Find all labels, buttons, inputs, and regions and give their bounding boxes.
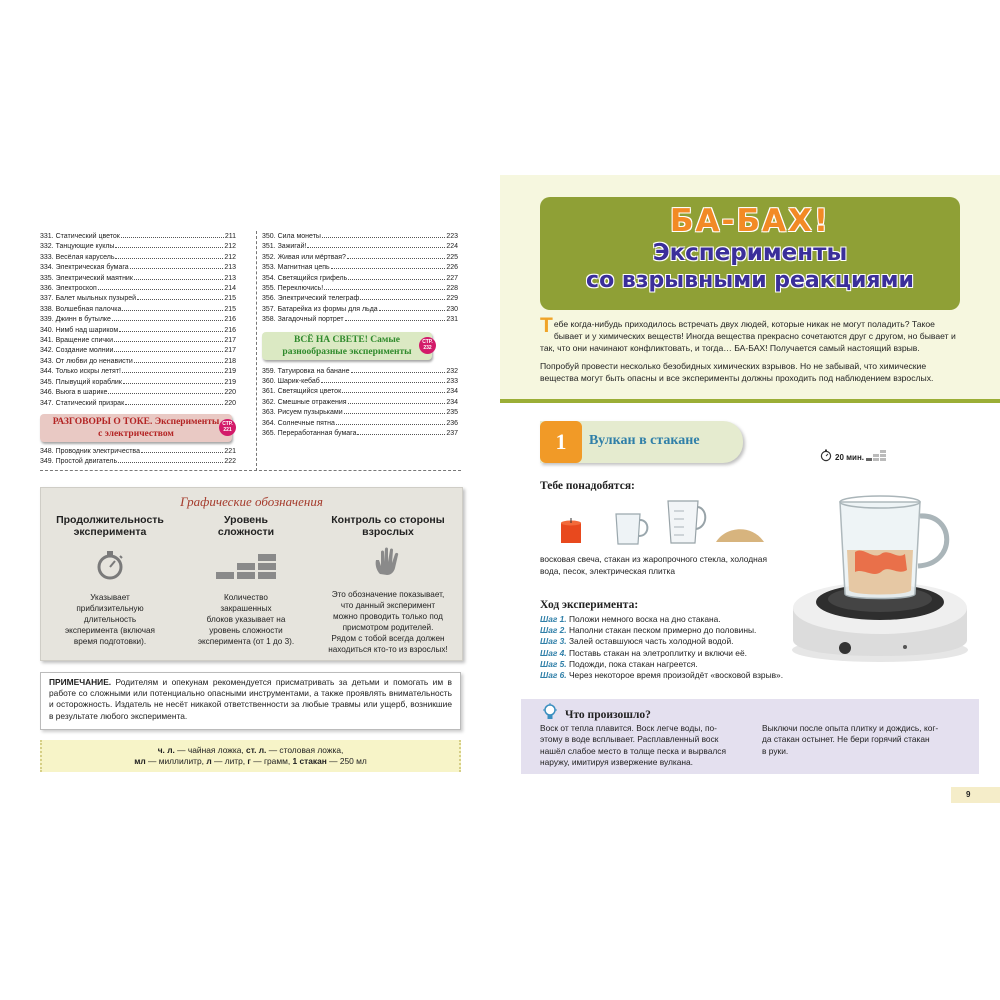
legend-duration-heading-2: эксперимента [73, 526, 147, 538]
toc-leader-dots [345, 320, 446, 321]
procedure-step [540, 659, 783, 670]
toc-entry-page: 237 [446, 430, 458, 438]
legend-difficulty-text: Количество [224, 593, 268, 602]
toc-entry-page: 220 [224, 399, 236, 407]
toc-leader-dots [119, 331, 223, 332]
legend-adult-text: что данный эксперимент [340, 601, 436, 610]
clock-icon [820, 449, 832, 462]
toc-entry-title: 344. Только искры летят! [40, 368, 121, 376]
toc-entry[interactable] [262, 263, 458, 273]
what-happened-line: Воск от тепла плавится. Воск легче воды, по- [540, 723, 717, 733]
stopwatch-icon [93, 548, 127, 582]
toc-entry[interactable] [40, 294, 236, 304]
section-tag-line1: ВСЁ НА СВЕТЕ! Самые [294, 334, 400, 345]
legend-title: Графические обозначения [180, 494, 323, 509]
toc-leader-dots [108, 393, 223, 394]
toc-entry-page: 217 [224, 337, 236, 345]
toc-leader-dots [98, 289, 224, 290]
step-text: Залей оставшуюся часть холодной водой. [566, 636, 734, 647]
toc-entry-page: 219 [224, 368, 236, 376]
toc-entry-page: 226 [446, 264, 458, 272]
step-label: Шаг 4. [540, 647, 567, 658]
note-text: Родителям и опекунам рекомендуется присматривать за детьми и помогать им в работе со сложными или потенциально опасными инструментами, а также проявлять внимательность и осторожность. Издатель не несёт никакой ответственности за любые травмы или ущерб, возникшие в результате любого эксперимента. [49, 677, 452, 721]
header-band-underline [500, 399, 1000, 403]
candle-icon [558, 515, 584, 545]
toc-leader-dots [342, 392, 445, 393]
safety-line: да стакан остынет. Не бери горячий стакан [762, 734, 930, 745]
intro-paragraph-2: Попробуй провести несколько безобидных химических взрывов. Но не забывай, что химические вещества могут быть опасны и все эксперименты должны проходить под наблюдением взрослых. [540, 361, 934, 383]
toc-entry[interactable] [40, 242, 236, 252]
toc-entry-title: 348. Проводник электричества [40, 447, 140, 455]
procedure-step [540, 625, 783, 636]
hand-icon [371, 544, 405, 580]
toc-leader-dots [137, 299, 223, 300]
step-label: Шаг 2. [540, 625, 567, 636]
toc-entry-title: 340. Нимб над шариком [40, 326, 119, 334]
toc-leader-dots [112, 320, 223, 321]
toc-entry[interactable] [40, 447, 236, 457]
toc-entry-page: 223 [446, 233, 458, 240]
chapter-title-line2: Эксперименты [652, 240, 848, 266]
toc-entry[interactable] [262, 387, 458, 397]
toc-entry-title: 363. Рисуем пузырьками [262, 409, 343, 417]
toc-entry[interactable] [262, 305, 458, 315]
toc-leader-dots [122, 310, 223, 311]
note-box [40, 672, 461, 730]
toc-entry[interactable] [262, 419, 458, 429]
experiment-heading [540, 421, 743, 463]
toc-leader-dots [118, 462, 223, 463]
lightbulb-icon [542, 703, 558, 723]
legend-adult-text: Это обозначение показывает, [331, 590, 445, 599]
legend-duration [45, 514, 175, 647]
procedure-step [540, 614, 783, 625]
toc-entry[interactable] [262, 242, 458, 252]
safety-line: в руки. [762, 745, 789, 756]
units-line-1: ч. л. — чайная ложка, ст. л. — столовая ложка, [157, 745, 344, 755]
page-number: 9 [951, 787, 1000, 803]
toc-entry[interactable] [262, 315, 458, 325]
section-tag-everything[interactable] [262, 332, 432, 360]
section-tag-line2: с электричеством [98, 428, 174, 439]
toc-entry-title: 357. Батарейка из формы для льда [262, 305, 378, 313]
toc-entry-title: 360. Шарик-кебаб [262, 378, 320, 386]
procedure-steps [540, 614, 783, 681]
toc-entry[interactable] [262, 377, 458, 387]
note-label: ПРИМЕЧАНИЕ. [49, 677, 112, 687]
toc-entry-page: 211 [224, 233, 236, 240]
toc-entry-page: 227 [446, 274, 458, 282]
legend-box [40, 487, 463, 661]
legend-adult-text: Рядом с тобой всегда должен [331, 634, 445, 643]
toc-leader-dots [121, 237, 224, 238]
what-happened-heading: Что произошло? [565, 709, 651, 721]
step-text: Наполни стакан песком примерно до половины. [566, 625, 757, 636]
toc-entry-page: 213 [224, 264, 236, 272]
toc-leader-dots [125, 404, 223, 405]
toc-entry[interactable] [40, 263, 236, 273]
units-box [40, 740, 461, 772]
toc-leader-dots [322, 237, 445, 238]
toc-leader-dots [114, 341, 223, 342]
toc-leader-dots [336, 424, 445, 425]
toc-entry[interactable] [262, 253, 458, 263]
toc-entry[interactable] [40, 253, 236, 263]
toc-entry-page: 215 [224, 305, 236, 313]
what-happened-line: нашёл слабое место в толще песка и вырвался [540, 745, 726, 756]
toc-entry-title: 336. Электроскоп [40, 285, 97, 293]
toc-entry-page: 212 [224, 253, 236, 261]
legend-adult-heading-2: взрослых [362, 526, 414, 538]
section-tag-electricity[interactable] [40, 414, 232, 442]
toc-leader-dots [123, 383, 223, 384]
toc-entry-page: 228 [446, 285, 458, 293]
legend-difficulty-heading-1: Уровень [224, 514, 268, 526]
chapter-title-bang: БА-БАХ! [669, 203, 831, 239]
experiment-time: 20 мин. [835, 453, 865, 462]
toc-entry-title: 345. Плывущий кораблик [40, 378, 122, 386]
toc-entry-title: 331. Статический цветок [40, 233, 120, 240]
materials-heading: Тебе понадобятся: [540, 480, 635, 492]
toc-entry-title: 362. Смешные отражения [262, 398, 347, 406]
toc-entry[interactable] [40, 399, 236, 409]
toc-entry-title: 353. Магнитная цепь [262, 264, 330, 272]
toc-entry-title: 356. Электрический телеграф [262, 295, 360, 303]
toc-entry-title: 337. Балет мыльных пузырей [40, 295, 137, 303]
toc-entry[interactable] [40, 457, 236, 467]
step-text: Подожди, пока стакан нагреется. [566, 658, 698, 669]
chapter-title-box [540, 197, 960, 310]
experiment-name: Вулкан в стакане [589, 433, 700, 448]
toc-entry-title: 332. Танцующие куклы [40, 243, 115, 251]
toc-entry-title: 339. Джинн в бутылке [40, 316, 111, 324]
hotplate-glass-image [785, 490, 975, 670]
toc-leader-dots [351, 372, 446, 373]
toc-entry-page: 236 [446, 419, 458, 427]
safety-text [762, 723, 967, 757]
legend-difficulty-text: блоков указывает на [206, 615, 286, 624]
legend-duration-text: Указывает [90, 593, 130, 602]
toc-leader-dots [134, 279, 223, 280]
toc-leader-dots [321, 382, 446, 383]
toc-entry-page: 221 [224, 447, 236, 455]
toc-entry[interactable] [40, 315, 236, 325]
toc-entry-page: 230 [446, 305, 458, 313]
units-line-2: мл — миллилитр, л — литр, г — грамм, 1 стакан — 250 мл [134, 756, 367, 766]
toc-leader-dots [357, 434, 445, 435]
toc-entry-title: 338. Волшебная палочка [40, 305, 122, 313]
toc-entry-title: 354. Светящийся грифель [262, 274, 348, 282]
experiment-number: 1 [540, 421, 582, 463]
toc-leader-dots [347, 258, 445, 259]
toc-entry-page: 215 [224, 295, 236, 303]
toc-right-column [262, 232, 458, 440]
toc-entry[interactable] [40, 336, 236, 346]
toc-leader-dots [360, 299, 445, 300]
legend-duration-text: длительность [83, 615, 137, 624]
toc-entry[interactable] [262, 274, 458, 284]
step-label: Шаг 1. [540, 614, 567, 624]
procedure-heading: Ход эксперимента: [540, 599, 639, 611]
toc-entry-title: 358. Загадочный портрет [262, 316, 344, 324]
toc-entry[interactable] [262, 429, 458, 439]
legend-difficulty-heading-2: сложности [217, 526, 275, 538]
toc-entry[interactable] [262, 398, 458, 408]
toc-entry[interactable] [40, 326, 236, 336]
toc-leader-dots [114, 351, 223, 352]
toc-entry[interactable] [262, 232, 458, 242]
page-badge: СТР. 221 [219, 419, 236, 436]
safety-line: Выключи после опыта плитку и дождись, ког- [762, 723, 939, 733]
toc-leader-dots [115, 258, 223, 259]
toc-entry-page: 235 [446, 409, 458, 417]
toc-leader-dots [348, 403, 446, 404]
toc-entry-title: 350. Сила монеты [262, 233, 321, 240]
toc-entry[interactable] [262, 284, 458, 294]
toc-entry-title: 365. Переработанная бумага [262, 430, 357, 438]
difficulty-icon [866, 450, 886, 462]
procedure-step [540, 670, 783, 681]
toc-entry[interactable] [40, 346, 236, 356]
toc-entry[interactable] [40, 388, 236, 398]
toc-entry-page: 216 [224, 316, 236, 324]
toc-entry-page: 234 [446, 388, 458, 396]
toc-entry-page: 229 [446, 295, 458, 303]
step-label: Шаг 3. [540, 636, 567, 647]
step-label: Шаг 5. [540, 658, 567, 669]
page-badge: СТР. 232 [419, 337, 436, 354]
toc-entry-page: 213 [224, 274, 236, 282]
toc-entry-page: 220 [224, 389, 236, 397]
toc-leader-dots [331, 268, 446, 269]
section-tag-line2: разнообразные эксперименты [282, 346, 412, 357]
toc-entry-page: 232 [446, 367, 458, 375]
toc-entry-page: 225 [446, 253, 458, 261]
toc-entry[interactable] [262, 294, 458, 304]
toc-leader-dots [130, 268, 224, 269]
toc-leader-dots [307, 247, 445, 248]
toc-entry-page: 219 [224, 378, 236, 386]
sand-icon [714, 522, 766, 544]
section-tag-line1: РАЗГОВОРЫ О ТОКЕ. Эксперименты [52, 416, 220, 427]
toc-leader-dots [344, 413, 446, 414]
toc-leader-dots [115, 247, 223, 248]
materials-text: восковая свеча, стакан из жаропрочного стекла, холодная вода, песок, электрическая плитка [540, 554, 767, 576]
toc-entry[interactable] [40, 232, 236, 242]
step-label: Шаг 6. [540, 670, 567, 681]
toc-entry-title: 361. Светящийся цветок [262, 388, 342, 396]
toc-entry-page: 217 [224, 347, 236, 355]
toc-entry-title: 364. Солнечные пятна [262, 419, 335, 427]
toc-divider-horizontal [40, 470, 461, 471]
toc-entry[interactable] [40, 367, 236, 377]
toc-leader-dots [379, 310, 446, 311]
toc-leader-dots [348, 279, 445, 280]
toc-leader-dots [134, 362, 224, 363]
toc-entry[interactable] [40, 305, 236, 315]
toc-entry[interactable] [262, 408, 458, 418]
legend-duration-text: время подготовки). [73, 637, 147, 646]
toc-entry-page: 231 [446, 316, 458, 324]
chapter-title-line3: со взрывными реакциями [586, 268, 914, 293]
toc-entry-page: 218 [224, 357, 236, 365]
toc-entry-title: 346. Вьюга в шарике [40, 389, 108, 397]
legend-adult-control [317, 514, 459, 655]
what-happened-line: этому в воде всплывает. Расплавленный воск [540, 734, 719, 745]
legend-difficulty-text: закрашенных [220, 604, 272, 613]
legend-difficulty-text: эксперимента (от 1 до 3). [197, 637, 295, 646]
legend-adult-text: можно проводить только под [333, 612, 443, 621]
toc-divider-vertical [256, 231, 257, 471]
legend-difficulty-text: уровень сложности [209, 626, 283, 635]
toc-entry-page: 222 [224, 458, 236, 466]
legend-adult-text: присмотром родителей. [342, 623, 434, 632]
step-text: Положи немного воска на дно стакана. [566, 614, 721, 624]
procedure-step [540, 648, 783, 659]
toc-entry-title: 343. От любви до ненависти [40, 357, 133, 365]
toc-entry-title: 351. Зажигай! [262, 243, 307, 251]
intro-text [540, 314, 962, 384]
what-happened-line: наружу, имитируя извержение вулкана. [540, 757, 693, 768]
legend-adult-heading-1: Контроль со стороны [331, 514, 445, 526]
measuring-jug-icon [662, 497, 710, 547]
intro-paragraph-1: Тебе когда-нибудь приходилось встречать двух людей, которые никак не могут поладить? Такое бывает и у химических веществ! Иногда вещества прекрасно сочетаются друг с другом, но бывает и так, что они начинают конфликтовать, и тогда… БА-БАХ! Получается самый настоящий взрыв. [540, 314, 956, 353]
procedure-step [540, 636, 783, 647]
legend-adult-text: находиться кто-то из взрослых! [328, 645, 448, 654]
legend-duration-heading-1: Продолжительность [56, 514, 164, 526]
toc-entry[interactable] [40, 274, 236, 284]
toc-leader-dots [324, 289, 445, 290]
toc-entry[interactable] [262, 367, 458, 377]
toc-entry-title: 335. Электрический маятник [40, 274, 133, 282]
toc-entry[interactable] [40, 284, 236, 294]
toc-entry-title: 349. Простой двигатель [40, 458, 118, 466]
toc-entry[interactable] [40, 357, 236, 367]
toc-entry-title: 333. Весёлая карусель [40, 253, 115, 261]
toc-entry-page: 224 [446, 243, 458, 251]
difficulty-blocks-icon [214, 552, 278, 582]
toc-entry-title: 342. Создание молнии [40, 347, 114, 355]
what-happened-text [540, 723, 745, 769]
glass-cup-icon [612, 510, 652, 548]
toc-entry-title: 341. Вращение спички [40, 337, 114, 345]
toc-entry-page: 214 [224, 285, 236, 293]
toc-entry-page: 212 [224, 243, 236, 251]
drop-cap: Т [540, 314, 553, 337]
toc-leader-dots [122, 372, 223, 373]
legend-duration-text: приблизительную [76, 604, 144, 613]
toc-entry-page: 216 [224, 326, 236, 334]
step-text: Поставь стакан на элетроплитку и включи её. [566, 647, 747, 658]
toc-entry-page: 233 [446, 378, 458, 386]
toc-entry-title: 334. Электрическая бумага [40, 264, 129, 272]
legend-difficulty [181, 514, 311, 647]
step-text: Через некоторое время произойдёт «восковой взрыв». [566, 670, 784, 681]
toc-entry-title: 355. Переключись! [262, 285, 324, 293]
toc-left-column [40, 232, 236, 468]
toc-entry-title: 347. Статический призрак [40, 399, 125, 407]
toc-entry-page: 234 [446, 398, 458, 406]
legend-duration-text: эксперимента (включая [65, 626, 155, 635]
toc-entry-title: 352. Живая или мёртвая? [262, 253, 346, 261]
toc-entry-title: 359. Татуировка на банане [262, 367, 350, 375]
toc-leader-dots [141, 452, 223, 453]
toc-entry[interactable] [40, 378, 236, 388]
